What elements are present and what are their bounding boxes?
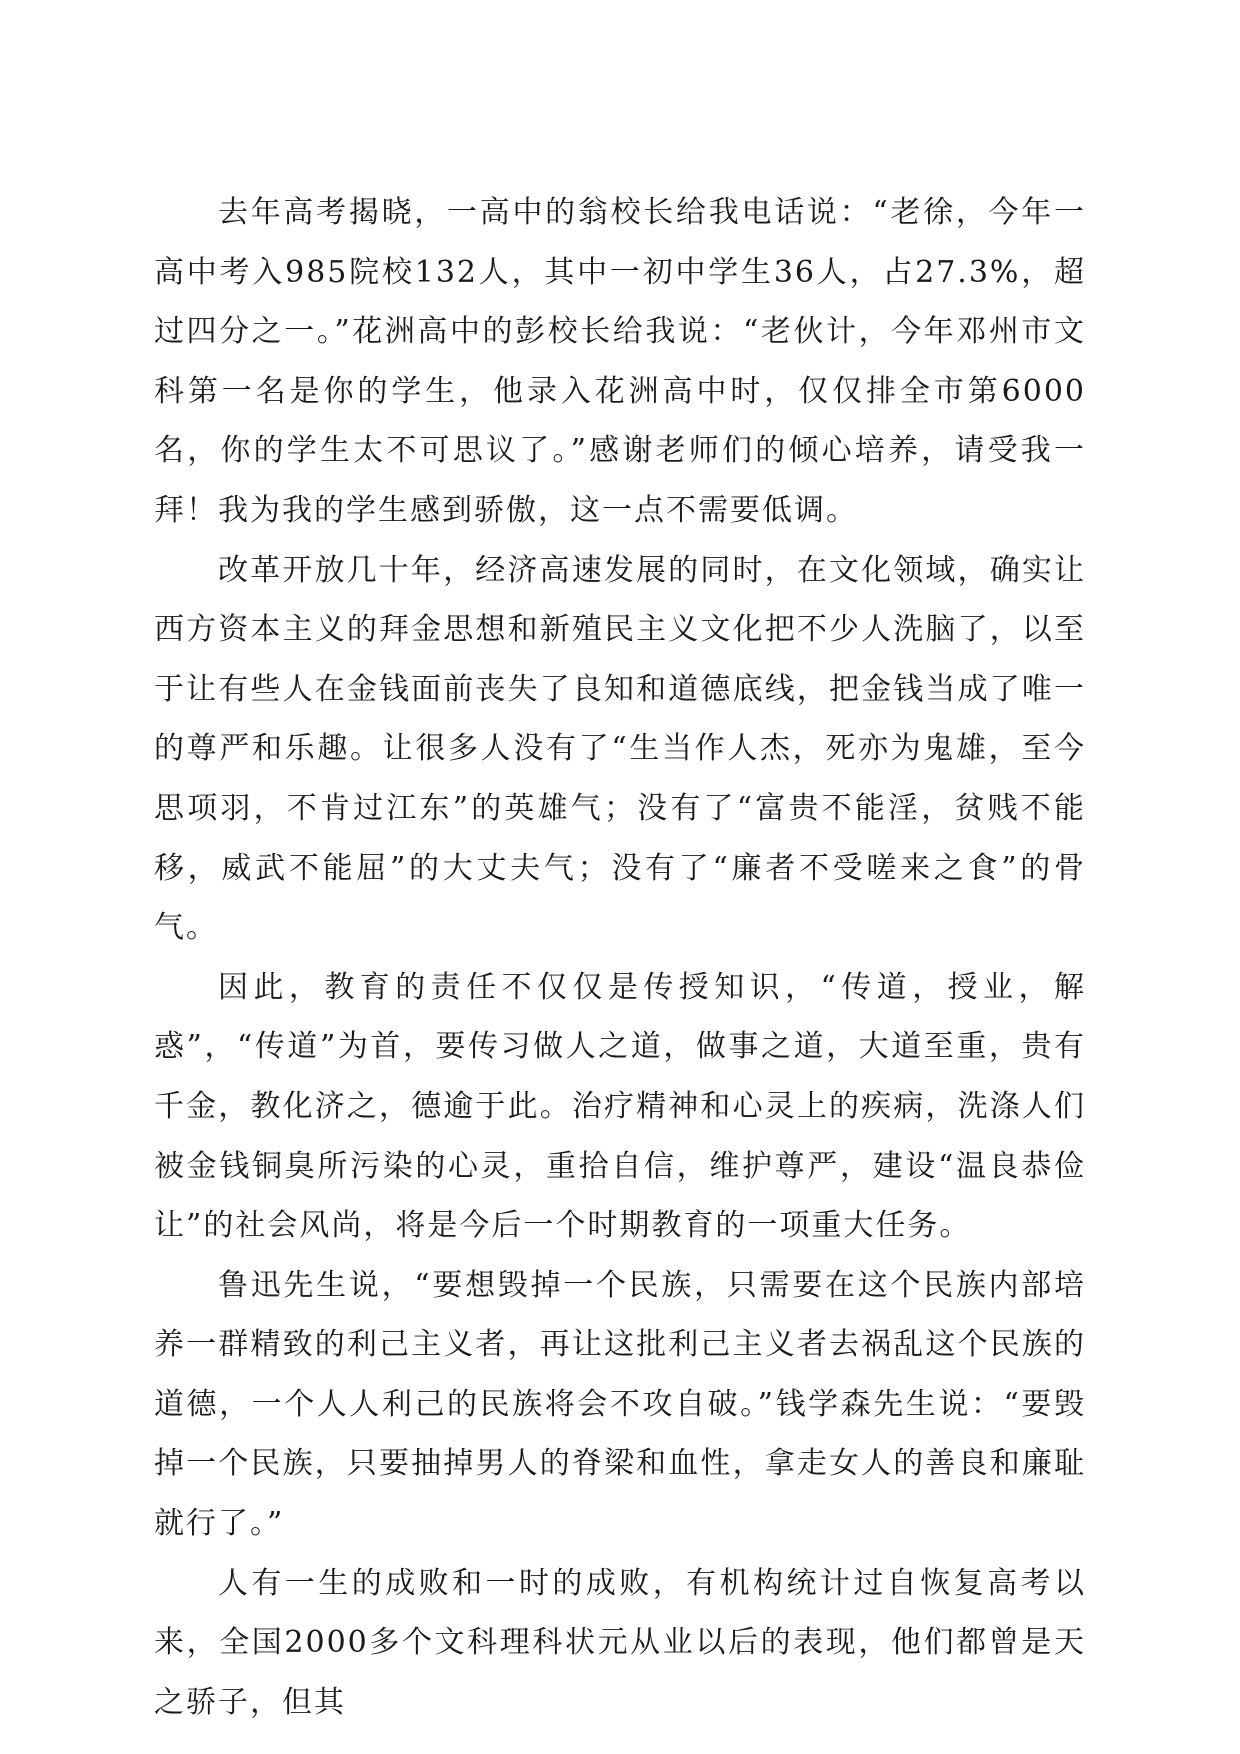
paragraph-5: 人有一生的成败和一时的成败，有机构统计过自恢复高考以来，全国2000多个文科理科状元从业以后的表现，他们都曾是天之骄子，但其	[154, 1565, 1086, 1720]
paragraph-3: 因此，教育的责任不仅仅是传授知识，“传道，授业，解惑”，“传道”为首，要传习做人之道，做事之道，大道至重，贵有千金，教化济之，德逾于此。治疗精神和心灵上的疾病，洗涤人们被金钱铜臭所污染的心灵，重拾自信，维护尊严，建设“温良恭俭让”的社会风尚，将是今后一个时期教育的一项重大任务。	[154, 969, 1086, 1244]
paragraph-1: 去年高考揭晓，一高中的翁校长给我电话说：“老徐，今年一高中考入985院校132人，其中一初中学生36人，占27.3%，超过四分之一。”花洲高中的彭校长给我说：“老伙计，今年邓州市文科第一名是你的学生，他录入花洲高中时，仅仅排全市第6000名，你的学生太不可思议了。”感谢老师们的倾心培养，请受我一拜！我为我的学生感到骄傲，这一点不需要低调。	[154, 195, 1086, 528]
paragraph-4: 鲁迅先生说，“要想毁掉一个民族，只需要在这个民族内部培养一群精致的利己主义者，再让这批利己主义者去祸乱这个民族的道德，一个人人利己的民族将会不攻自破。”钱学森先生说：“要毁掉一个民族，只要抽掉男人的脊梁和血性，拿走女人的善良和廉耻就行了。”	[154, 1267, 1086, 1542]
paragraph-2: 改革开放几十年，经济高速发展的同时，在文化领域，确实让西方资本主义的拜金思想和新殖民主义文化把不少人洗脑了，以至于让有些人在金钱面前丧失了良知和道德底线，把金钱当成了唯一的尊严和乐趣。让很多人没有了“生当作人杰，死亦为鬼雄，至今思项羽，不肯过江东”的英雄气；没有了“富贵不能淫，贫贱不能移，威武不能屈”的大丈夫气；没有了“廉者不受嗟来之食”的骨气。	[154, 552, 1086, 946]
body-text	[154, 183, 1086, 1732]
